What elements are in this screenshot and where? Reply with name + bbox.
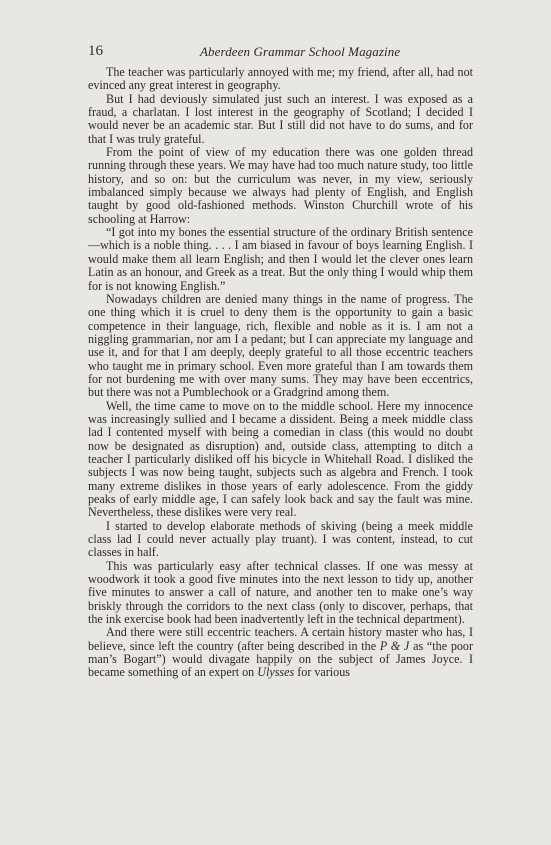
paragraph: The teacher was particularly annoyed with me; my friend, after all, had not evinced any great interest in geography. [88, 65, 473, 93]
paragraph: Nowadays children are denied many things in the name of progress. The one thing which it is cruel to deny them is the opportunity to gain a basic competence in their language, rich, flexible and noble as it is. I am not a niggling grammarian, nor am I a pedant; but I can appreciate my language and use it, and for that I am deeply, deeply grateful to all those eccentric teachers who taught me in primary school. Even more grateful than I am towards them for not burdening me with over many sums. They may have been eccentrics, but there was not a Pumblechook or a Gradgrind among them. [88, 291, 473, 400]
text-run: for various [294, 665, 350, 680]
page-header [88, 43, 473, 63]
paragraph: This was particularly easy after technical classes. If one was messy at woodwork it took a good five minutes into the next lesson to tidy up, another five minutes to answer a call of nature, and another ten to make one’s way briskly through the corridors to the next class (only to discover, perhaps, that the ink exercise book had been inadvertently left in the technical department). [88, 558, 473, 627]
paragraph: But I had deviously simulated just such an interest. I was exposed as a fraud, a charlatan. I lost interest in the geography of Scotland; I decided I would never be an academic star. But I still did not have to do sums, and for that I was truly grateful. [88, 91, 473, 146]
running-head: Aberdeen Grammar School Magazine [200, 44, 401, 59]
paragraph: From the point of view of my education there was one golden thread running through these years. We may have had too much nature study, too little history, and so on: but the curriculum was never, in my view, seriously imbalanced simply because we always had plenty of English, and English taught by good old-fashioned methods. Winston Churchill wrote of his schooling at Harrow: [88, 145, 473, 226]
paragraph: Well, the time came to move on to the middle school. Here my innocence was increasingly sullied and I became a dissident. Being a meek middle class lad I contented myself with being a comedian in class (this would no doubt now be designated as disruption) and, outside class, attempting to ditch a teacher I particularly disliked off his bicycle in Whitehall Road. I disliked the subjects I was now being taught, subjects such as algebra and French. I took many extreme dislikes in those years of early adolescence. From the giddy peaks of early middle age, I can safely look back and say the fault was mine. Nevertheless, these dislikes were very real. [88, 398, 473, 520]
publication-title: P & J [379, 638, 410, 653]
text-run: And there were still eccentric teachers. A certain history master who has, I believe, since left the country (after being described in the [88, 625, 473, 653]
paragraph-last [88, 626, 473, 679]
body-text [88, 66, 473, 680]
churchill-quote: “I got into my bones the essential structure of the ordinary British sentence—which is a noble thing. . . . I am biased in favour of boys learning English. I would make them all learn English; and then I would let the clever ones learn Latin as an honour, and Greek as a treat. But the only thing I would whip them for is not knowing English.” [88, 225, 473, 293]
text-run: as “the poor man’s Bogart”) would divagate happily on the subject of James Joyce. I became something of an expert on [88, 638, 473, 680]
page-number: 16 [88, 43, 103, 59]
paragraph: I started to develop elaborate methods of skiving (being a meek middle class lad I could never actually play truant). I was content, instead, to cut classes in half. [88, 518, 473, 560]
book-title: Ulysses [257, 665, 295, 680]
